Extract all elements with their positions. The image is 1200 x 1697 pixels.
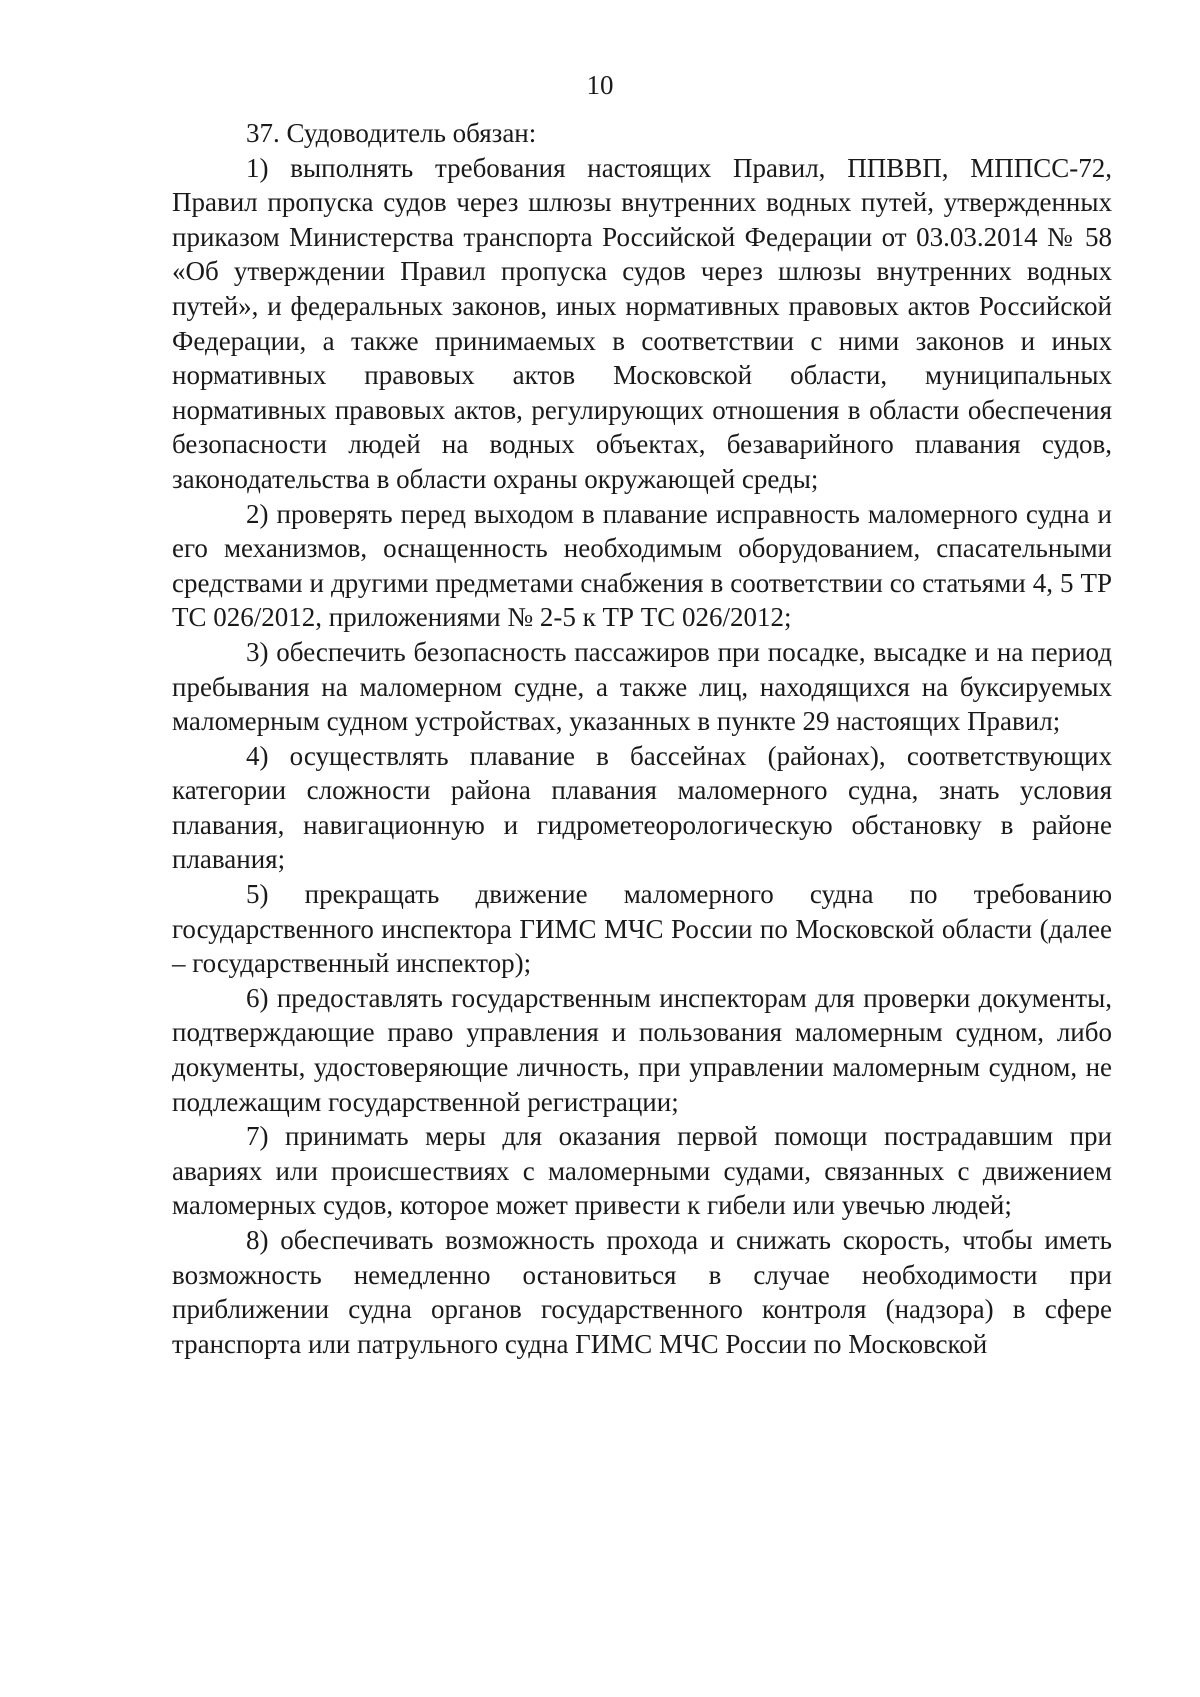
section-heading: 37. Судоводитель обязан: — [246, 118, 537, 148]
list-item-3: 3) обеспечить безопасность пассажиров при посадке, высадке и на период пребывания на маломерном судне, а также лиц, находящихся на буксируемых маломерным судном устройствах, указанных в пункте 29 настоящих Правил; — [172, 636, 1112, 737]
list-item-4: 4) осуществлять плавание в бассейнах (районах), соответствующих категории сложности района плавания маломерного судна, знать условия плавания, навигационную и гидрометеорологическую обстановку в районе плавания; — [172, 740, 1112, 875]
page-number: 10 — [586, 70, 614, 100]
list-item-2: 2) проверять перед выходом в плавание исправность маломерного судна и его механизмов, оснащенность необходимым оборудованием, спасательными средствами и другими предметами снабжения в соответствии со статьями 4, 5 ТР ТС 026/2012, приложениями № 2-5 к ТР ТС 026/2012; — [172, 498, 1112, 633]
document-body — [172, 116, 1112, 1361]
list-item-8: 8) обеспечивать возможность прохода и снижать скорость, чтобы иметь возможность немедленно остановиться в случае необходимости при приближении судна органов государственного контроля (надзора) в сфере транспорта или патрульного судна ГИМС МЧС России по Московской — [172, 1225, 1112, 1359]
list-item-7: 7) принимать меры для оказания первой помощи пострадавшим при авариях или происшествиях с маломерными судами, связанных с движением маломерных судов, которое может привести к гибели или увечью людей; — [172, 1121, 1112, 1221]
list-item-1: 1) выполнять требования настоящих Правил, ППВВП, МППСС-72, Правил пропуска судов через шлюзы внутренних водных путей, утвержденных приказом Министерства транспорта Российской Федерации от 03.03.2014 № 58 «Об утверждении Правил пропуска судов через шлюзы внутренних водных путей», и федеральных законов, иных нормативных правовых актов Российской Федерации, а также принимаемых в соответствии с ними законов и иных нормативных правовых актов Московской области, муниципальных нормативных правовых актов, регулирующих отношения в области обеспечения безопасности людей на водных объектах, безаварийного плавания судов, законодательства в области охраны окружающей среды; — [172, 152, 1112, 494]
list-item-6: 6) предоставлять государственным инспекторам для проверки документы, подтверждающие право управления и пользования маломерным судном, либо документы, удостоверяющие личность, при управлении маломерным судном, не подлежащим государственной регистрации; — [172, 982, 1112, 1117]
list-item-5: 5) прекращать движение маломерного судна по требованию государственного инспектора ГИМС МЧС России по Московской области (далее – государственный инспектор); — [172, 879, 1112, 979]
